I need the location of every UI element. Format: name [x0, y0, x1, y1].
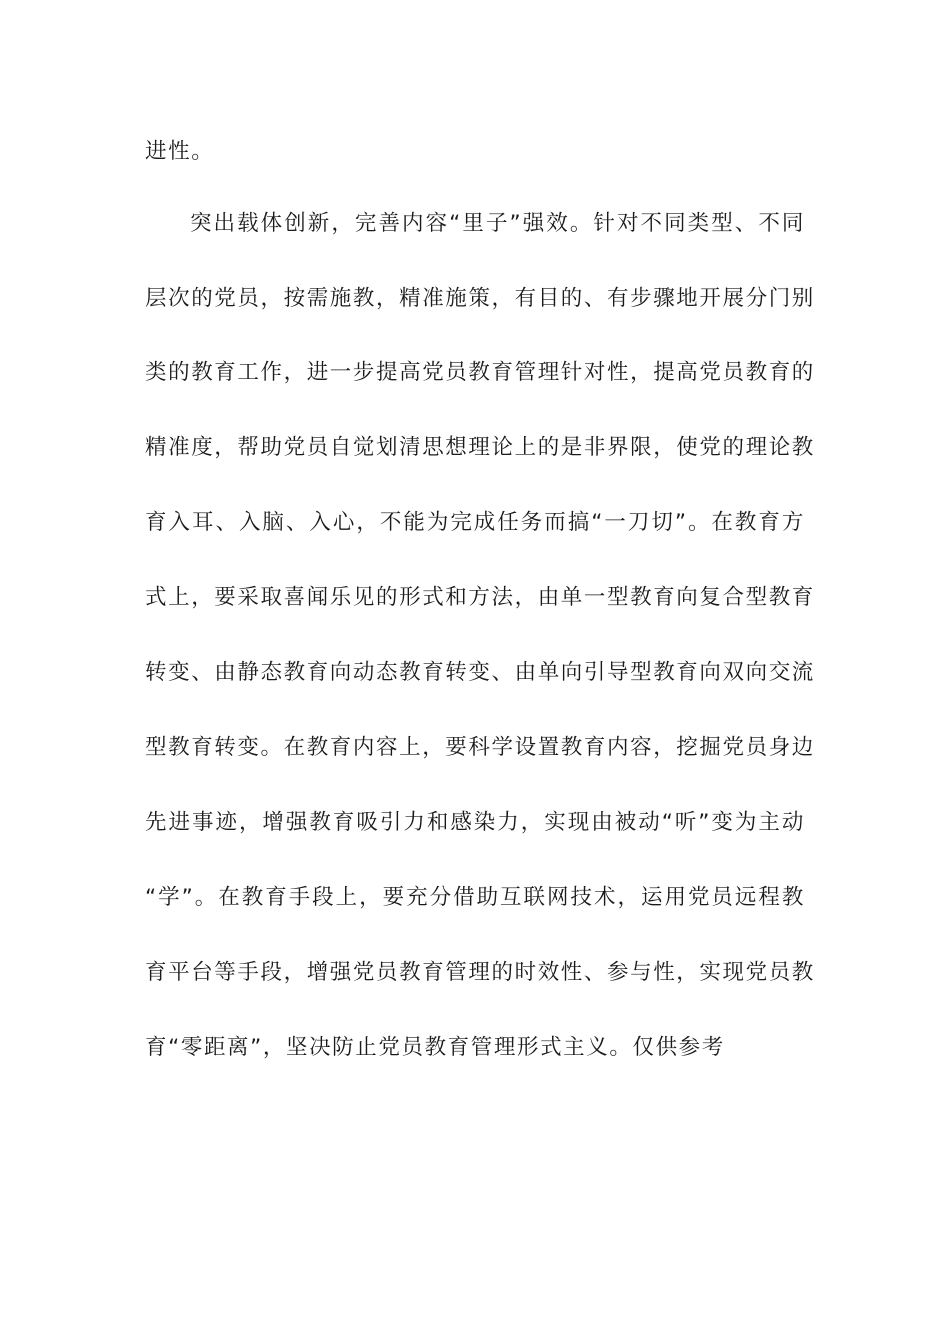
- paragraph-line-12: 育平台等手段，增强党员教育管理的时效性、参与性，实现党员教: [145, 960, 815, 985]
- paragraph-line-5: 精准度，帮助党员自觉划清思想理论上的是非界限，使党的理论教: [145, 435, 815, 460]
- paragraph-line-7: 式上，要采取喜闻乐见的形式和方法，由单一型教育向复合型教育: [145, 585, 815, 610]
- paragraph-line-6: 育入耳、入脑、入心，不能为完成任务而搞“一刀切”。在教育方: [145, 510, 805, 535]
- paragraph-line-10: 先进事迹，增强教育吸引力和感染力，实现由被动“听”变为主动: [145, 810, 805, 835]
- paragraph-line-8: 转变、由静态教育向动态教育转变、由单向引导型教育向双向交流: [145, 660, 815, 685]
- paragraph-line-4: 类的教育工作，进一步提高党员教育管理针对性，提高党员教育的: [145, 360, 815, 385]
- paragraph-line-2: 突出载体创新，完善内容“里子”强效。针对不同类型、不同: [190, 211, 805, 236]
- paragraph-line-13: 育“零距离”，坚决防止党员教育管理形式主义。仅供参考: [145, 1035, 725, 1060]
- paragraph-line-9: 型教育转变。在教育内容上，要科学设置教育内容，挖掘党员身边: [145, 735, 815, 760]
- paragraph-line-3: 层次的党员，按需施教，精准施策，有目的、有步骤地开展分门别: [145, 286, 815, 311]
- paragraph-line-1: 进性。: [145, 139, 215, 164]
- paragraph-line-11: “学”。在教育手段上，要充分借助互联网技术，运用党员远程教: [145, 885, 805, 910]
